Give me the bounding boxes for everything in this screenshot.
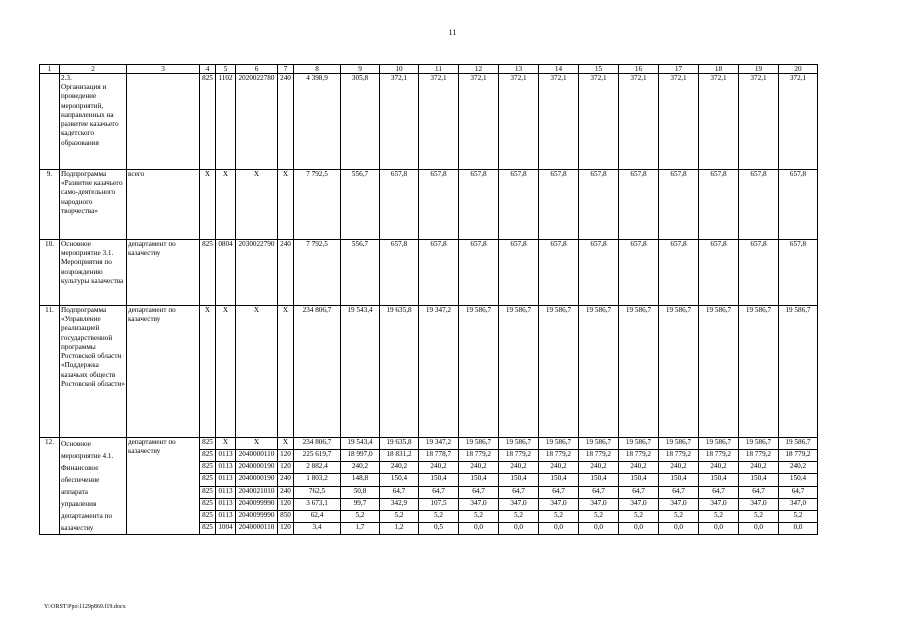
column-number-cell: 20: [779, 65, 818, 74]
value-cell: 2 882,4: [294, 462, 341, 474]
value-cell: 347,0: [739, 498, 779, 510]
value-cell: 5,2: [539, 510, 579, 522]
name-cell: Основное мероприятие 4.1. Финансовое обеспечение аппарата управления департамента по казачеству: [60, 438, 127, 535]
value-cell: 342,9: [380, 498, 419, 510]
value-cell: 0,0: [779, 522, 818, 534]
value-cell: 657,8: [739, 170, 779, 240]
value-cell: 305,8: [341, 74, 380, 170]
value-cell: 0,0: [619, 522, 659, 534]
vr-cell: 240: [278, 240, 294, 306]
csr-cell: Х: [236, 438, 278, 450]
csr-cell: 2040099990: [236, 510, 278, 522]
value-cell: 19 586,7: [499, 438, 539, 450]
column-number-cell: 8: [294, 65, 341, 74]
value-cell: 240,2: [539, 462, 579, 474]
value-cell: 372,1: [659, 74, 699, 170]
column-number-cell: 4: [200, 65, 216, 74]
value-cell: 240,2: [619, 462, 659, 474]
value-cell: 99,7: [341, 498, 380, 510]
value-cell: 19 586,7: [779, 306, 818, 438]
csr-cell: 2040000110: [236, 450, 278, 462]
value-cell: 5,2: [739, 510, 779, 522]
value-cell: 372,1: [499, 74, 539, 170]
value-cell: 240,2: [739, 462, 779, 474]
budget-table: [39, 64, 818, 535]
grbs-cell: 825: [200, 474, 216, 486]
value-cell: 1,2: [380, 522, 419, 534]
value-cell: 657,8: [699, 240, 739, 306]
value-cell: 5,2: [341, 510, 380, 522]
grbs-cell: 825: [200, 522, 216, 534]
value-cell: 657,8: [579, 170, 619, 240]
value-cell: 347,0: [579, 498, 619, 510]
value-cell: 240,2: [341, 462, 380, 474]
value-cell: 657,8: [659, 170, 699, 240]
value-cell: 240,2: [419, 462, 459, 474]
grbs-cell: 825: [200, 74, 216, 170]
value-cell: 657,8: [779, 170, 818, 240]
value-cell: 657,8: [659, 240, 699, 306]
value-cell: 0,0: [739, 522, 779, 534]
value-cell: 64,7: [419, 486, 459, 498]
value-cell: 50,8: [341, 486, 380, 498]
value-cell: 347,0: [619, 498, 659, 510]
value-cell: 372,1: [579, 74, 619, 170]
name-cell: Подпрограмма «Управление реализацией государственной программы Ростовской области «Поддержка казачьих обществ Ростовской области»: [60, 306, 127, 438]
value-cell: 240,2: [579, 462, 619, 474]
value-cell: 19 347,2: [419, 438, 459, 450]
executor-cell: департамент по казачеству: [127, 306, 200, 438]
table-row: [40, 306, 818, 438]
vr-cell: 120: [278, 450, 294, 462]
value-cell: 18 779,2: [619, 450, 659, 462]
value-cell: 19 586,7: [459, 438, 499, 450]
value-cell: 5,2: [499, 510, 539, 522]
vr-cell: Х: [278, 438, 294, 450]
value-cell: 7 792,5: [294, 240, 341, 306]
value-cell: 347,0: [539, 498, 579, 510]
column-number-cell: 9: [341, 65, 380, 74]
table-subrow: [40, 438, 818, 450]
value-cell: 657,8: [419, 170, 459, 240]
value-cell: 19 586,7: [539, 306, 579, 438]
value-cell: 372,1: [380, 74, 419, 170]
value-cell: 19 347,2: [419, 306, 459, 438]
value-cell: 556,7: [341, 240, 380, 306]
value-cell: 18 779,2: [459, 450, 499, 462]
row-number-cell: 12.: [40, 438, 60, 535]
name-cell: 2.3. Организация и проведение мероприятий, направленных на развитие казачьего кадетского образования: [60, 74, 127, 170]
value-cell: 150,4: [699, 474, 739, 486]
value-cell: 347,0: [499, 498, 539, 510]
value-cell: 19 586,7: [579, 438, 619, 450]
value-cell: 5,2: [659, 510, 699, 522]
column-number-cell: 15: [579, 65, 619, 74]
csr-cell: 2040000190: [236, 474, 278, 486]
value-cell: 64,7: [459, 486, 499, 498]
rzpr-cell: 0113: [216, 510, 236, 522]
value-cell: 18 779,2: [699, 450, 739, 462]
column-number-cell: 14: [539, 65, 579, 74]
csr-cell: 2020022780: [236, 74, 278, 170]
value-cell: 657,8: [499, 170, 539, 240]
grbs-cell: Х: [200, 170, 216, 240]
vr-cell: 240: [278, 74, 294, 170]
value-cell: 5,2: [699, 510, 739, 522]
value-cell: 5,2: [459, 510, 499, 522]
value-cell: 64,7: [779, 486, 818, 498]
value-cell: 5,2: [419, 510, 459, 522]
csr-cell: 2040021010: [236, 486, 278, 498]
grbs-cell: 825: [200, 510, 216, 522]
csr-cell: 2040099990: [236, 498, 278, 510]
column-number-cell: 12: [459, 65, 499, 74]
page-number: 11: [448, 28, 457, 37]
vr-cell: 850: [278, 510, 294, 522]
value-cell: 372,1: [459, 74, 499, 170]
column-number-cell: 1: [40, 65, 60, 74]
value-cell: 19 586,7: [739, 438, 779, 450]
grbs-cell: 825: [200, 486, 216, 498]
value-cell: 657,8: [699, 170, 739, 240]
value-cell: 657,8: [380, 240, 419, 306]
value-cell: 225 619,7: [294, 450, 341, 462]
value-cell: 150,4: [539, 474, 579, 486]
value-cell: 19 586,7: [579, 306, 619, 438]
csr-cell: Х: [236, 306, 278, 438]
column-number-cell: 2: [60, 65, 127, 74]
value-cell: 372,1: [739, 74, 779, 170]
csr-cell: 2040000110: [236, 522, 278, 534]
value-cell: 5,2: [779, 510, 818, 522]
executor-cell: [127, 74, 200, 170]
value-cell: 19 586,7: [499, 306, 539, 438]
vr-cell: 240: [278, 486, 294, 498]
value-cell: 150,4: [459, 474, 499, 486]
grbs-cell: Х: [200, 306, 216, 438]
value-cell: 347,0: [459, 498, 499, 510]
column-number-cell: 6: [236, 65, 278, 74]
value-cell: 657,8: [459, 240, 499, 306]
vr-cell: 120: [278, 522, 294, 534]
value-cell: 18 779,2: [739, 450, 779, 462]
row-number-cell: 11.: [40, 306, 60, 438]
value-cell: 18 779,2: [659, 450, 699, 462]
value-cell: 4 398,9: [294, 74, 341, 170]
value-cell: 5,2: [380, 510, 419, 522]
value-cell: 64,7: [619, 486, 659, 498]
value-cell: 64,7: [739, 486, 779, 498]
vr-cell: 120: [278, 462, 294, 474]
rzpr-cell: Х: [216, 438, 236, 450]
value-cell: 657,8: [619, 240, 659, 306]
value-cell: 19 586,7: [459, 306, 499, 438]
column-number-cell: 16: [619, 65, 659, 74]
value-cell: 1 803,2: [294, 474, 341, 486]
value-cell: 372,1: [699, 74, 739, 170]
column-number-cell: 19: [739, 65, 779, 74]
value-cell: 19 586,7: [739, 306, 779, 438]
value-cell: 347,0: [659, 498, 699, 510]
csr-cell: Х: [236, 170, 278, 240]
vr-cell: 240: [278, 474, 294, 486]
rzpr-cell: 0113: [216, 450, 236, 462]
column-number-cell: 7: [278, 65, 294, 74]
value-cell: 657,8: [779, 240, 818, 306]
value-cell: 657,8: [539, 170, 579, 240]
value-cell: 19 586,7: [659, 306, 699, 438]
value-cell: 0,0: [499, 522, 539, 534]
value-cell: 657,8: [459, 170, 499, 240]
footer-file-path: Y:\ORST\Ppo\1129p869.f19.docx: [44, 604, 126, 610]
value-cell: 64,7: [699, 486, 739, 498]
value-cell: 0,0: [539, 522, 579, 534]
column-number-cell: 5: [216, 65, 236, 74]
value-cell: 5,2: [579, 510, 619, 522]
executor-cell: департамент по казачеству: [127, 240, 200, 306]
rzpr-cell: 1004: [216, 522, 236, 534]
value-cell: 19 586,7: [779, 438, 818, 450]
value-cell: 762,5: [294, 486, 341, 498]
value-cell: 657,8: [539, 240, 579, 306]
value-cell: 657,8: [579, 240, 619, 306]
value-cell: 19 635,8: [380, 306, 419, 438]
value-cell: 19 586,7: [659, 438, 699, 450]
column-number-cell: 11: [419, 65, 459, 74]
value-cell: 18 779,2: [779, 450, 818, 462]
vr-cell: 120: [278, 498, 294, 510]
value-cell: 64,7: [579, 486, 619, 498]
value-cell: 64,7: [539, 486, 579, 498]
column-number-cell: 18: [699, 65, 739, 74]
value-cell: 372,1: [619, 74, 659, 170]
grbs-cell: 825: [200, 462, 216, 474]
rzpr-cell: 0804: [216, 240, 236, 306]
column-number-cell: 3: [127, 65, 200, 74]
value-cell: 19 586,7: [539, 438, 579, 450]
value-cell: 107,5: [419, 498, 459, 510]
grbs-cell: 825: [200, 450, 216, 462]
value-cell: 5,2: [619, 510, 659, 522]
header-row: [40, 65, 818, 74]
grbs-cell: 825: [200, 498, 216, 510]
grbs-cell: 825: [200, 438, 216, 450]
value-cell: 150,4: [779, 474, 818, 486]
value-cell: 150,4: [659, 474, 699, 486]
value-cell: 657,8: [419, 240, 459, 306]
value-cell: 657,8: [499, 240, 539, 306]
value-cell: 19 543,4: [341, 306, 380, 438]
value-cell: 0,0: [699, 522, 739, 534]
value-cell: 18 779,2: [539, 450, 579, 462]
executor-cell: департамент по казачеству: [127, 438, 200, 535]
value-cell: 234 806,7: [294, 438, 341, 450]
value-cell: 148,8: [341, 474, 380, 486]
rzpr-cell: 0113: [216, 498, 236, 510]
value-cell: 19 586,7: [619, 306, 659, 438]
value-cell: 240,2: [459, 462, 499, 474]
value-cell: 64,7: [380, 486, 419, 498]
grbs-cell: 825: [200, 240, 216, 306]
value-cell: 19 543,4: [341, 438, 380, 450]
value-cell: 18 779,2: [579, 450, 619, 462]
value-cell: 64,7: [659, 486, 699, 498]
rzpr-cell: 0113: [216, 486, 236, 498]
value-cell: 7 792,5: [294, 170, 341, 240]
value-cell: 240,2: [380, 462, 419, 474]
value-cell: 150,4: [619, 474, 659, 486]
row-number-cell: 10.: [40, 240, 60, 306]
value-cell: 150,4: [579, 474, 619, 486]
value-cell: 19 586,7: [699, 438, 739, 450]
value-cell: 556,7: [341, 170, 380, 240]
value-cell: 1,7: [341, 522, 380, 534]
name-cell: Основное мероприятие 3.1. Мероприятия по возрождению культуры казачества: [60, 240, 127, 306]
value-cell: 347,0: [699, 498, 739, 510]
row-number-cell: 9.: [40, 170, 60, 240]
executor-cell: всего: [127, 170, 200, 240]
table-row: [40, 170, 818, 240]
value-cell: 150,4: [419, 474, 459, 486]
rzpr-cell: Х: [216, 170, 236, 240]
rzpr-cell: 0113: [216, 462, 236, 474]
value-cell: 372,1: [419, 74, 459, 170]
value-cell: 240,2: [499, 462, 539, 474]
value-cell: 18 831,2: [380, 450, 419, 462]
value-cell: 0,0: [459, 522, 499, 534]
value-cell: 64,7: [499, 486, 539, 498]
vr-cell: Х: [278, 170, 294, 240]
value-cell: 240,2: [699, 462, 739, 474]
column-number-cell: 17: [659, 65, 699, 74]
value-cell: 0,0: [579, 522, 619, 534]
value-cell: 234 806,7: [294, 306, 341, 438]
value-cell: 0,0: [659, 522, 699, 534]
value-cell: 62,4: [294, 510, 341, 522]
value-cell: 372,1: [779, 74, 818, 170]
rzpr-cell: 1102: [216, 74, 236, 170]
value-cell: 657,8: [380, 170, 419, 240]
value-cell: 150,4: [499, 474, 539, 486]
table-row: [40, 74, 818, 170]
csr-cell: 2040000190: [236, 462, 278, 474]
value-cell: 150,4: [739, 474, 779, 486]
value-cell: 0,5: [419, 522, 459, 534]
table-row: [40, 240, 818, 306]
vr-cell: Х: [278, 306, 294, 438]
value-cell: 657,8: [619, 170, 659, 240]
value-cell: 3 673,1: [294, 498, 341, 510]
value-cell: 240,2: [779, 462, 818, 474]
column-number-cell: 13: [499, 65, 539, 74]
value-cell: 18 997,0: [341, 450, 380, 462]
value-cell: 18 778,7: [419, 450, 459, 462]
value-cell: 372,1: [539, 74, 579, 170]
value-cell: 150,4: [380, 474, 419, 486]
row-number-cell: [40, 74, 60, 170]
value-cell: 19 586,7: [699, 306, 739, 438]
value-cell: 18 779,2: [499, 450, 539, 462]
value-cell: 347,0: [779, 498, 818, 510]
csr-cell: 2030022790: [236, 240, 278, 306]
name-cell: Подпрограмма «Развитие казачьего само-деятельного народного творчества»: [60, 170, 127, 240]
value-cell: 240,2: [659, 462, 699, 474]
column-number-cell: 10: [380, 65, 419, 74]
value-cell: 3,4: [294, 522, 341, 534]
value-cell: 657,8: [739, 240, 779, 306]
value-cell: 19 586,7: [619, 438, 659, 450]
rzpr-cell: Х: [216, 306, 236, 438]
rzpr-cell: 0113: [216, 474, 236, 486]
value-cell: 19 635,8: [380, 438, 419, 450]
